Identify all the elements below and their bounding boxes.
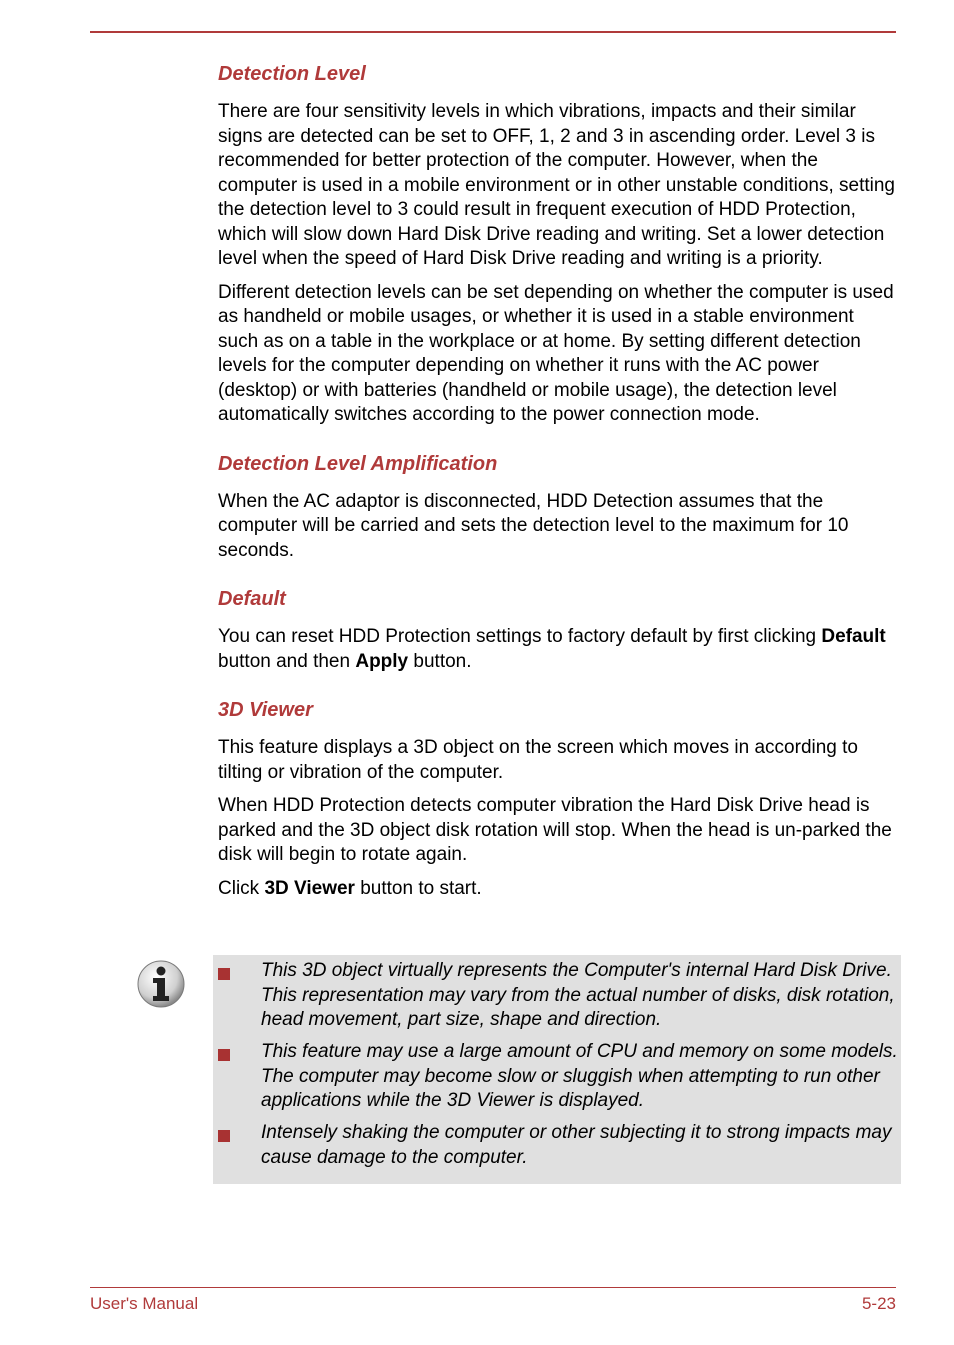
default-paragraph: You can reset HDD Protection settings to factory default by first clicking Default button and then Apply button. bbox=[218, 626, 886, 672]
note-text: Intensely shaking the computer or other subjecting it to strong impacts may cause damage to the computer. bbox=[261, 1122, 892, 1168]
heading-detection-level-amplification: Detection Level Amplification bbox=[218, 452, 498, 475]
viewer-paragraph-3: Click 3D Viewer button to start. bbox=[218, 877, 482, 899]
info-icon bbox=[137, 960, 185, 1008]
square-bullet-icon bbox=[218, 1130, 230, 1142]
3d-viewer-button-ref: 3D Viewer bbox=[264, 877, 355, 899]
page-content bbox=[218, 60, 898, 901]
apply-button-ref: Apply bbox=[355, 650, 409, 672]
detection-level-paragraph-1: There are four sensitivity levels in which vibrations, impacts and their similar signs are detected can be set to OFF, 1, 2 and 3 in ascending order. Level 3 is recommended for better protection of the computer. However, when the computer is used in a mobile environment or in other unstable conditions, setting the detection level to 3 could result in frequent execution of HDD Protection, which will slow down Hard Disk Drive reading and writing. Set a lower detection level when the speed of Hard Disk Drive reading and writing is a priority. bbox=[218, 101, 895, 269]
footer-rule bbox=[90, 1287, 896, 1288]
detection-level-paragraph-2: Different detection levels can be set depending on whether the computer is used as handheld or mobile usages, or whether it is used in a stable environment such as on a table in the workplace or at home. By setting different detection levels for the computer depending on whether it runs with the AC power (desktop) or with batteries (handheld or mobile usage), the detection level automatically switches according to the power connection mode. bbox=[218, 281, 894, 425]
viewer-paragraph-1: This feature displays a 3D object on the screen which moves in according to tilting or vibration of the computer. bbox=[218, 737, 858, 783]
heading-detection-level: Detection Level bbox=[218, 63, 366, 85]
note-text: This 3D object virtually represents the Computer's internal Hard Disk Drive. This representation may vary from the actual number of disks, disk rotation, head movement, part size, shape and direction. bbox=[261, 960, 895, 1030]
note-text: This feature may use a large amount of CPU and memory on some models. The computer may become slow or sluggish when attempting to run other applications while the 3D Viewer is displayed. bbox=[261, 1041, 898, 1111]
amplification-paragraph: When the AC adaptor is disconnected, HDD Detection assumes that the computer will be carried and sets the detection level to the maximum for 10 seconds. bbox=[218, 490, 849, 561]
page-number: 5-23 bbox=[861, 1294, 896, 1313]
header-rule bbox=[90, 31, 896, 33]
square-bullet-icon bbox=[218, 968, 230, 980]
note-box bbox=[213, 955, 901, 1184]
footer-title: User's Manual bbox=[90, 1294, 199, 1313]
heading-3d-viewer: 3D Viewer bbox=[218, 699, 313, 721]
heading-default: Default bbox=[218, 588, 286, 610]
square-bullet-icon bbox=[218, 1049, 230, 1061]
default-button-ref: Default bbox=[821, 626, 886, 647]
viewer-paragraph-2: When HDD Protection detects computer vibration the Hard Disk Drive head is parked and the 3D object disk rotation will stop. When the head is un-parked the disk will begin to rotate again. bbox=[218, 795, 892, 865]
